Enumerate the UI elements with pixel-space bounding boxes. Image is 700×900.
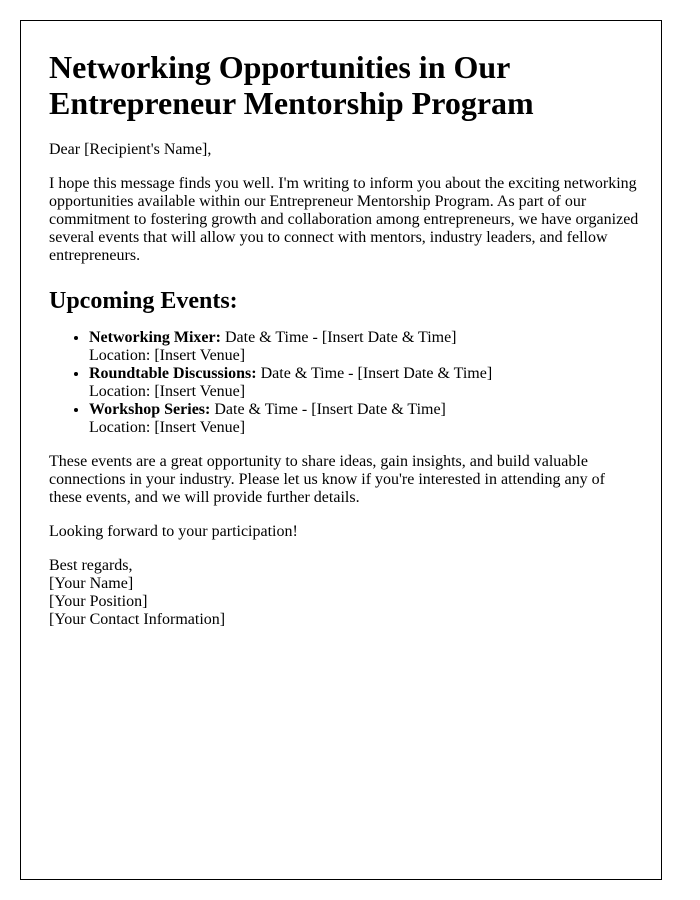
salutation: Dear [Recipient's Name], bbox=[49, 141, 212, 158]
closing-paragraph: These events are a great opportunity to share ideas, gain insights, and build valuable connections in your industry. Please let us know if you're interested in attending any of these events, and we will provide further details. bbox=[49, 453, 605, 506]
event-item bbox=[89, 329, 639, 365]
event-item bbox=[89, 365, 639, 401]
event-location: Location: [Insert Venue] bbox=[89, 383, 246, 400]
letter-content bbox=[49, 49, 639, 629]
sender-position: [Your Position] bbox=[49, 593, 148, 610]
sign-off: Best regards, bbox=[49, 557, 133, 574]
event-datetime: Date & Time - [Insert Date & Time] bbox=[210, 401, 446, 418]
event-name: Networking Mixer: bbox=[89, 329, 221, 346]
event-datetime: Date & Time - [Insert Date & Time] bbox=[220, 329, 457, 346]
sender-name: [Your Name] bbox=[49, 575, 134, 592]
event-name: Roundtable Discussions: bbox=[89, 365, 257, 382]
event-datetime: Date & Time - [Insert Date & Time] bbox=[256, 365, 493, 382]
letter-title: Networking Opportunities in Our Entrepreneur Mentorship Program bbox=[49, 49, 534, 121]
intro-paragraph: I hope this message finds you well. I'm writing to inform you about the exciting networking opportunities available within our Entrepreneur Mentorship Program. As part of our commitment to fostering growth and collaboration among entrepreneurs, we have organized several events that will allow you to connect with mentors, industry leaders, and fellow entrepreneurs. bbox=[49, 175, 639, 264]
event-location: Location: [Insert Venue] bbox=[89, 419, 246, 436]
event-item bbox=[89, 401, 639, 437]
events-list bbox=[49, 329, 639, 437]
event-name: Workshop Series: bbox=[89, 401, 211, 418]
signature-block bbox=[49, 557, 639, 629]
sender-contact: [Your Contact Information] bbox=[49, 611, 226, 628]
event-location: Location: [Insert Venue] bbox=[89, 347, 246, 364]
letter-page bbox=[20, 20, 662, 880]
looking-forward-line: Looking forward to your participation! bbox=[49, 523, 298, 540]
events-heading: Upcoming Events: bbox=[49, 288, 238, 314]
